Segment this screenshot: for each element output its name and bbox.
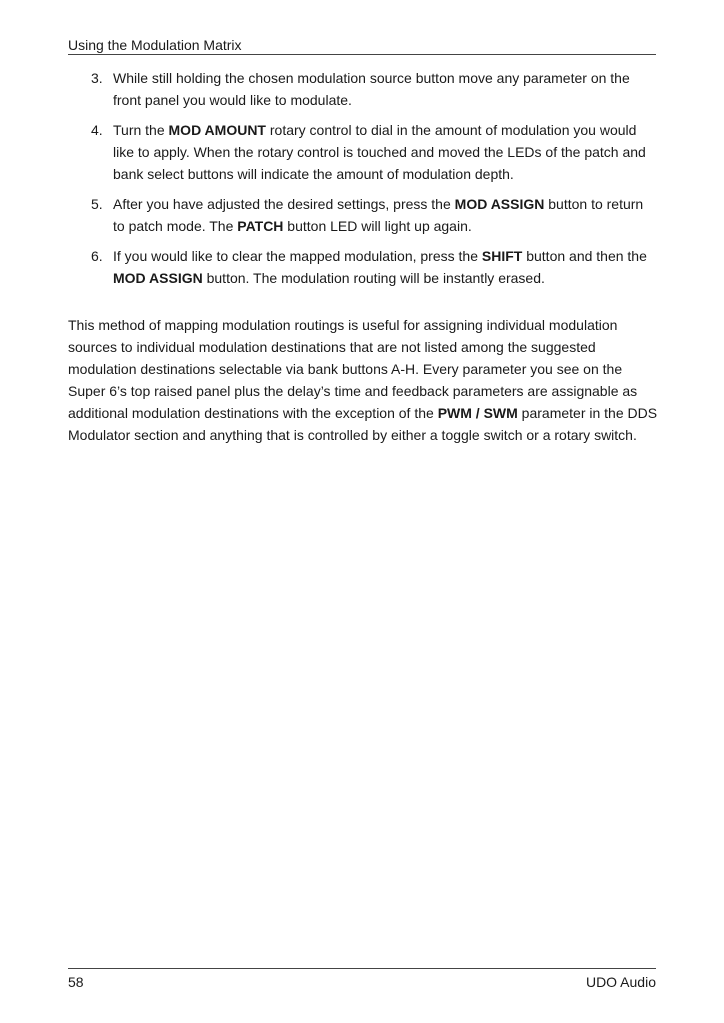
footer-brand: UDO Audio <box>585 974 656 990</box>
step-text: While still holding the chosen modulation source button move any parameter on the front panel you would like to modulate. <box>113 70 630 108</box>
control-name: MOD ASSIGN <box>113 270 203 286</box>
header-divider <box>68 54 656 55</box>
control-name: PATCH <box>237 218 284 234</box>
text-run: parameter in the DDS Modulator section and anything that is controlled by either a toggle switch or a rotary switch. <box>68 405 658 443</box>
step-number: 5. <box>91 196 103 212</box>
control-name: MOD ASSIGN <box>454 196 545 212</box>
list-item <box>88 67 654 111</box>
control-name: PWM / SWM <box>437 405 518 421</box>
control-name: MOD AMOUNT <box>168 122 266 138</box>
step-number: 4. <box>91 122 103 138</box>
footer-divider <box>68 968 656 969</box>
steps-list <box>88 67 654 297</box>
text-run: After you have adjusted the desired settings, press the <box>113 196 455 212</box>
step-text <box>113 196 643 234</box>
text-run: This method of mapping modulation routings is useful for assigning individual modulation sources to individual modulation destinations that are not listed among the suggested modulation destinations selectable via bank buttons A-H. Every parameter you see on the Super 6’s top raised panel plus the delay’s time and feedback parameters are assignable as additional modulation destinations with the exception of the <box>68 317 638 421</box>
step-number: 3. <box>91 70 103 86</box>
step-number: 6. <box>91 248 103 264</box>
step-text <box>113 122 646 182</box>
page-number: 58 <box>68 974 84 990</box>
list-item <box>88 119 654 185</box>
text-run: If you would like to clear the mapped modulation, press the <box>113 248 482 264</box>
text-run: button. The modulation routing will be instantly erased. <box>202 270 545 286</box>
text-run: button and then the <box>522 248 647 264</box>
list-item <box>88 245 654 289</box>
text-run: button to return to patch mode. The <box>113 196 644 234</box>
text-run: button LED will light up again. <box>283 218 472 234</box>
body-paragraph <box>68 314 658 446</box>
list-item <box>88 193 654 237</box>
running-header: Using the Modulation Matrix <box>68 37 242 53</box>
text-run: Turn the <box>113 122 169 138</box>
step-text <box>113 248 647 286</box>
control-name: SHIFT <box>481 248 523 264</box>
text-run: rotary control to dial in the amount of modulation you would like to apply. When the rotary control is touched and moved the LEDs of the patch and bank select buttons will indicate the amount of modulation depth. <box>113 122 646 182</box>
